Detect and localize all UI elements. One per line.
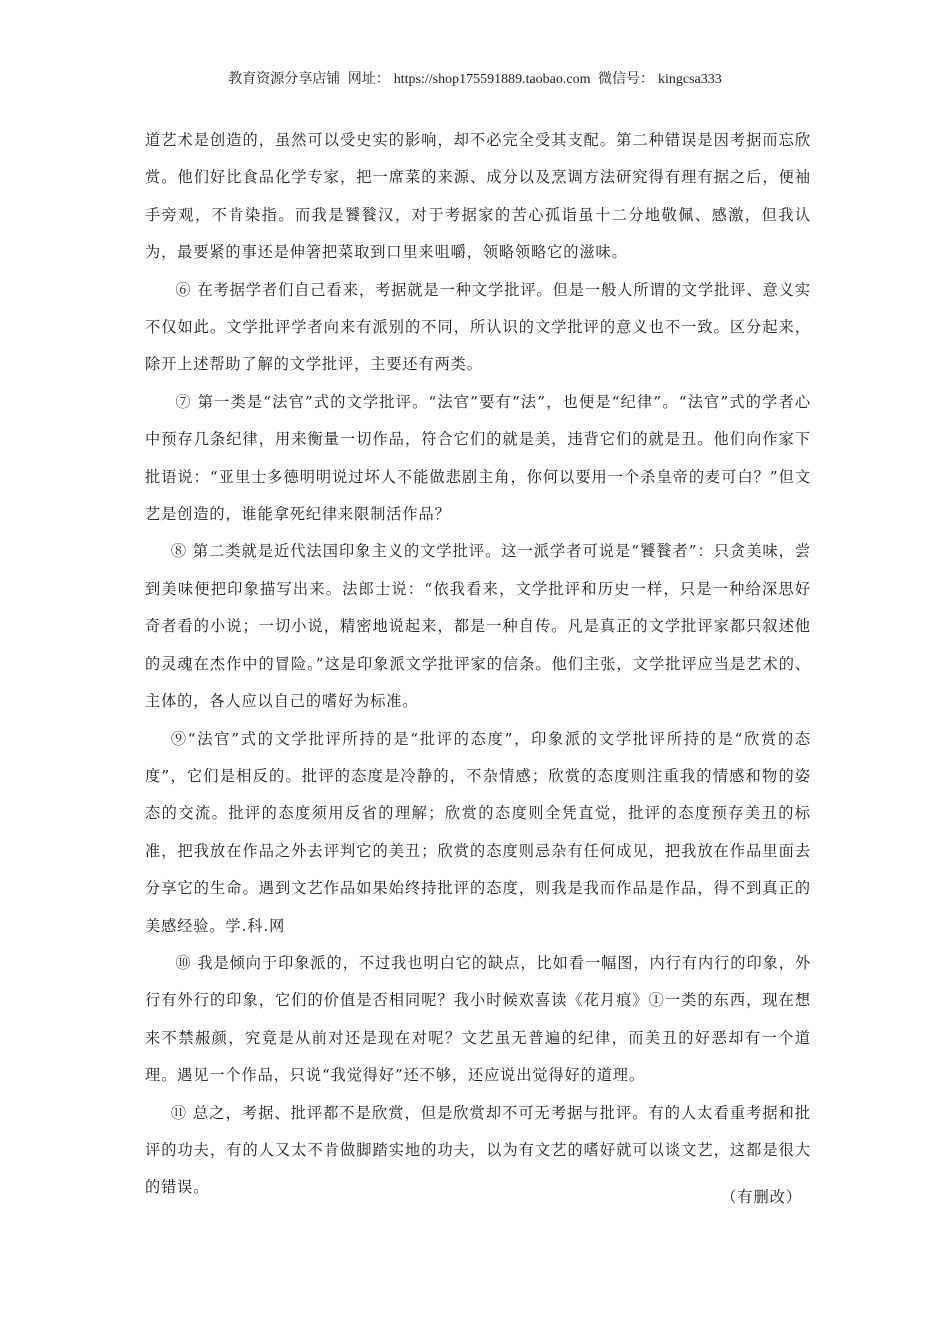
wechat-id: kingcsa333 [658,72,722,87]
shop-name: 教育资源分享店铺 [228,72,341,87]
paragraph-9: ⑨“法官”式的文学批评所持的是“批评的态度”，印象派的文学批评所持的是“欣赏的态度”，它们是相反的。批评的态度是冷静的，不杂情感；欣赏的态度则注重我的情感和物的姿态的交流。批评的态度须用反省的理解；欣赏的态度则全凭直觉，批评的态度预存美丑的标准，把我放在作品之外去评判它的美丑；欣赏的态度则忌杂有任何成见，把我放在作品里面去分享它的生命。遇到文艺作品如果始终持批评的态度，则我是我而作品是作品，得不到真正的美感经验。学.科.网 [145,729,811,935]
paragraph-continued: 道艺术是创造的，虽然可以受史实的影响，却不必完全受其支配。第二种错误是因考据而忘欣赏。他们好比食品化学专家，把一席菜的来源、成分以及烹调方法研究得有理有据之后，便袖手旁观，不肯染指。而我是饕餮汉，对于考据家的苦心孤诣虽十二分地敬佩、感激，但我认为，最要紧的事还是伸箸把菜取到口里来咀嚼，领略领略它的滋味。 [145,131,811,262]
source-note: （有删改） [721,1188,802,1206]
article-body [145,122,811,1207]
paragraph-8: ⑧ 第二类就是近代法国印象主义的文学批评。这一派学者可说是“饕餮者”：只贪美味，尝到美味便把印象描写出来。法郎士说：“依我看来，文学批评和历史一样，只是一种给深思好奇者看的小说；一切小说，精密地说起来，都是一种自传。凡是真正的文学批评家都只叙述他的灵魂在杰作中的冒险。”这是印象派文学批评家的信条。他们主张，文学批评应当是艺术的、主体的，各人应以自己的嗜好为标准。 [145,542,811,711]
paragraph-6: ⑥ 在考据学者们自己看来，考据就是一种文学批评。但是一般人所谓的文学批评、意义实不仅如此。文学批评学者向来有派别的不同，所认识的文学批评的意义也不一致。区分起来，除开上述帮助了解的文学批评，主要还有两类。 [145,280,811,374]
paragraph-7: ⑦ 第一类是“法官”式的文学批评。“法官”要有“法”，也便是“纪律”。“法官”式的学者心中预存几条纪律，用来衡量一切作品，符合它们的就是美，违背它们的就是丑。他们向作家下批语说：“亚里士多德明明说过坏人不能做悲剧主角，你何以要用一个杀皇帝的麦可白？”但文艺是创造的，谁能拿死纪律来限制活作品？ [145,392,811,524]
paragraph-11: ⑪ 总之，考据、批评都不是欣赏，但是欣赏却不可无考据与批评。有的人太看重考据和批评的功夫，有的人又太不肯做脚踏实地的功夫，以为有文艺的嗜好就可以谈文艺，这都是很大的错误。 [145,1103,811,1197]
shop-url[interactable]: https://shop175591889.taobao.com [393,72,591,87]
page-header [0,68,950,88]
paragraph-10: ⑩ 我是倾向于印象派的，不过我也明白它的缺点，比如看一幅图，内行有内行的印象，外行有外行的印象，它们的价值是否相同呢？我小时候欢喜读《花月痕》①一类的东西，现在想来不禁赧颜，究竟是从前对还是现在对呢？文艺虽无普遍的纪律，而美丑的好恶却有一个道理。遇见一个作品，只说“我觉得好”还不够，还应说出觉得好的道理。 [145,953,811,1085]
wechat-label: 微信号： [598,72,654,87]
url-label: 网址： [347,72,390,87]
